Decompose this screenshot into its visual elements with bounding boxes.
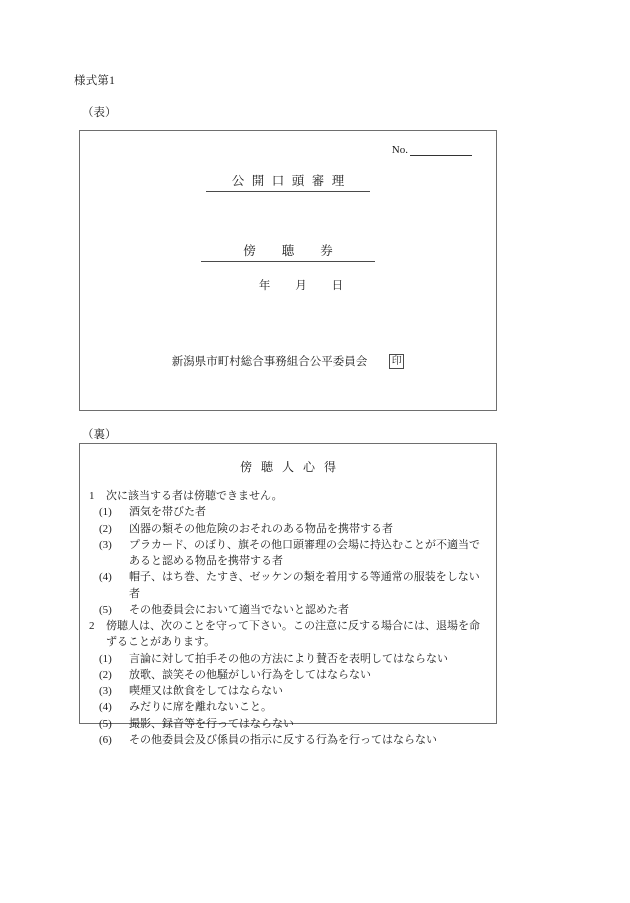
rule-sub-text: みだりに席を離れないこと。	[129, 701, 272, 714]
rule-sub-text: その他委員会及び係員の指示に反する行為を行ってはならない	[129, 733, 437, 746]
rule-heading	[89, 618, 487, 651]
rule-sub-number: (2)	[99, 522, 112, 535]
rule-heading	[89, 488, 487, 504]
rules-list	[89, 488, 487, 748]
date-day-label: 日	[331, 280, 344, 292]
rule-sub-item	[89, 667, 487, 683]
rule-sub-number: (1)	[99, 652, 112, 665]
rule-sub-number: (1)	[99, 506, 112, 519]
rule-sub-text: 帽子、はち巻、たすき、ゼッケンの類を着用する等通常の服装をしない者	[129, 571, 480, 600]
rule-sub-text: 喫煙又は飲食をしてはならない	[129, 685, 283, 698]
rule-sub-number: (3)	[99, 685, 112, 698]
rule-sub-item	[89, 699, 487, 715]
rule-sub-number: (4)	[99, 701, 112, 714]
rule-sub-number: (3)	[99, 538, 112, 551]
seal-stamp-icon: 印	[389, 354, 404, 369]
rule-sub-item	[89, 732, 487, 748]
rule-text: 傍聴人は、次のことを守って下さい。この注意に反する場合には、退場を命ずることがあります。	[106, 620, 480, 649]
rule-group	[89, 618, 487, 748]
rule-sub-item	[89, 504, 487, 520]
rule-sub-item	[89, 537, 487, 570]
rule-sub-text: プラカード、のぼり、旗その他口頭審理の会場に持込むことが不適当であると認める物品を携帯する者	[129, 538, 481, 568]
front-title-ticket	[80, 241, 496, 262]
rule-number: 1	[89, 490, 95, 502]
front-date-line	[80, 277, 496, 293]
rule-sub-item	[89, 521, 487, 537]
rule-group	[89, 488, 487, 618]
back-side-label: （裏）	[82, 429, 117, 441]
front-side-label: （表）	[82, 107, 117, 119]
rule-sub-number: (5)	[99, 717, 112, 730]
front-title-ticket-text: 傍聴券	[201, 241, 375, 262]
ticket-number-field[interactable]	[392, 145, 472, 156]
rule-text: 次に該当する者は傍聴できません。	[106, 490, 283, 502]
ticket-number-label: No.	[391, 144, 408, 156]
rule-sub-text: 言論に対して拍手その他の方法により賛否を表明してはならない	[129, 652, 448, 665]
date-month-label: 月	[295, 280, 307, 292]
ticket-back-box	[79, 443, 497, 746]
rule-sub-number: (6)	[99, 733, 112, 746]
rule-sub-number: (5)	[99, 603, 112, 616]
rule-sub-item	[89, 683, 487, 699]
front-title-hearing	[80, 171, 496, 192]
ticket-number-rule	[410, 145, 472, 156]
rule-number: 2	[89, 620, 95, 633]
rule-sub-text: 凶器の類その他危険のおそれのある物品を携帯する者	[129, 522, 393, 535]
rule-sub-number: (2)	[99, 668, 112, 681]
ticket-front-box	[79, 130, 497, 411]
rule-sub-text: 放歌、談笑その他騒がしい行為をしてはならない	[129, 668, 371, 681]
rule-sub-number: (4)	[99, 571, 112, 584]
rule-sub-item	[89, 716, 487, 732]
front-title-hearing-text: 公開口頭審理	[206, 171, 370, 192]
rule-sub-text: その他委員会において適当でないと認めた者	[129, 603, 349, 616]
rule-sub-text: 撮影、録音等を行ってはならない	[129, 717, 294, 730]
back-title: 傍聴人心得	[239, 460, 345, 474]
date-year-label: 年	[258, 280, 271, 292]
issuer-organization-name: 新潟県市町村総合事務組合公平委員会	[171, 356, 368, 368]
rule-sub-item	[89, 651, 487, 667]
front-issuer-row	[80, 353, 496, 369]
form-number: 様式第1	[74, 75, 116, 87]
rule-sub-item	[89, 602, 487, 618]
rule-sub-item	[89, 569, 487, 602]
rule-sub-text: 酒気を帯びた者	[129, 506, 206, 519]
